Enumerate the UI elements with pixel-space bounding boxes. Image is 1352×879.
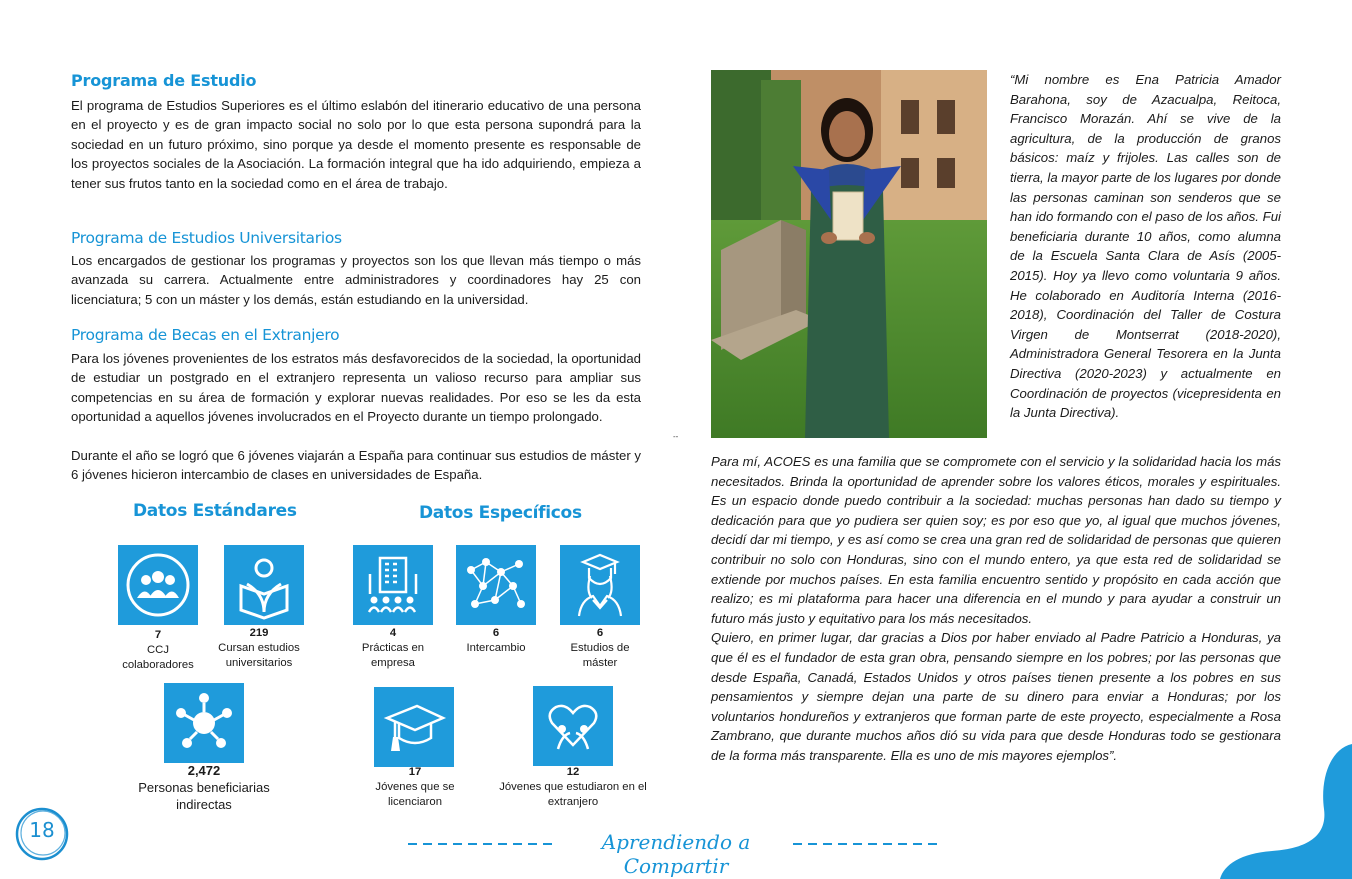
stat-master <box>553 626 647 671</box>
stat-licenciaron-label: Jóvenes que se licenciaron <box>375 781 455 808</box>
stat-intercambio-label: Intercambio <box>466 642 526 654</box>
stat-extranjero <box>497 765 649 810</box>
stat-ccj-label: CCJ colaboradores <box>122 644 194 671</box>
reader-icon <box>224 545 304 625</box>
network-people-icon <box>164 683 244 763</box>
stat-extranjero-number: 12 <box>566 766 580 778</box>
heading-programa-estudio: Programa de Estudio <box>71 71 257 90</box>
stat-beneficiarias-number: 2,472 <box>187 763 221 778</box>
paragraph-becas-2: Durante el año se logró que 6 jóvenes viajarán a España para continuar sus estudios de máster y 6 jóvenes hicieron intercambio de clases en universidades de España. <box>71 448 641 483</box>
exchange-network-icon <box>456 545 536 625</box>
footer-dashes-left <box>408 843 558 845</box>
stat-ccj-number: 7 <box>154 629 162 641</box>
testimonial-body <box>711 452 1281 766</box>
footer-tagline: Aprendiendo a Compartir <box>601 830 751 878</box>
stat-master-label: Estudios de máster <box>570 642 630 669</box>
stat-intercambio-number: 6 <box>492 627 500 639</box>
stat-licenciaron <box>360 765 470 810</box>
heading-becas-extranjero: Programa de Becas en el Extranjero <box>71 326 340 344</box>
stat-practicas-label: Prácticas en empresa <box>361 642 425 669</box>
stat-practicas <box>348 626 438 671</box>
datos-especificos-title: Datos Específicos <box>419 503 582 523</box>
building-icon <box>353 545 433 625</box>
portrait-photo <box>711 70 987 438</box>
stat-universitarios <box>206 626 312 671</box>
testimonial-paragraph-acoes: Para mí, ACOES es una familia que se compromete con el servicio y la solidaridad hacia los más necesitados. Brinda la oportunidad de aprender sobre los valores éticos, morales y espirituales. Es un espacio donde puedo contribuir a la sociedad: muchas personas han dado su tiempo y dedicación para que yo pudiera ser quien soy; es por eso que yo, al igual que muchos jóvenes, decidí dar mi tiempo, y es así como se crea una gran red de solidaridad de personas que quieren contribuir no solo con Honduras, sino con el mundo entero, ya que esta red de solidaridad se extiende por muchos países. En esta familia encuentro sentido y propósito en cada acción que realizo; es mi plataforma para hacer una diferencia en el mundo y para ayudar a construir un futuro más justo y equitativo para los más necesitados. <box>711 454 1281 626</box>
stat-master-number: 6 <box>596 627 604 639</box>
stat-extranjero-label: Jóvenes que estudiaron en el extranjero <box>499 781 647 808</box>
heart-hands-icon <box>533 686 613 766</box>
page-number: 18 <box>29 818 55 842</box>
testimonial-intro: “Mi nombre es Ena Patricia Amador Barahona, soy de Azacualpa, Reitoca, Francisco Morazán. Ahí se vive de la agricultura, de la producción de granos básicos: maíz y frijoles. Las calles son de tierra, la mayor parte de los lugares por donde las personas caminan son senderos que se han ido formando con el paso de los años. Fui beneficiaria durante 10 años, como alumna de la Escuela Santa Clara de Asís (2005-2015). Hoy ya llevo como voluntaria 9 años. He colaborado en Auditoría Interna (2016-2018), Coordinación del Taller de Costura Virgen de Montserrat (2018-2020), Administradora General Tesorera en la Junta Directiva (2020-2023) y actualmente en Coordinación de proyectos (vicepresidenta en la Junta Directiva). <box>1010 72 1281 421</box>
stat-beneficiarias <box>124 762 284 813</box>
column-separator: -- <box>673 432 679 441</box>
corner-wave-decoration <box>1212 739 1352 879</box>
stat-beneficiarias-label: Personas beneficiarias indirectas <box>138 780 270 812</box>
stat-ccj <box>110 628 206 673</box>
graduate-icon <box>560 545 640 625</box>
stat-licenciaron-number: 17 <box>408 766 422 778</box>
paragraph-estudios-universitarios: Los encargados de gestionar los programas y proyectos son los que llevan más tiempo o más avanzada su carrera. Actualmente entre administradores y coordinadores hay 25 con licenciatura; 5 con un máster y los demás, están estudiando en la universidad. <box>71 253 641 307</box>
stat-practicas-number: 4 <box>389 627 397 639</box>
footer-dashes-right <box>793 843 943 845</box>
stat-universitarios-label: Cursan estudios universitarios <box>218 642 300 669</box>
heading-estudios-universitarios: Programa de Estudios Universitarios <box>71 229 342 247</box>
paragraph-programa-estudio: El programa de Estudios Superiores es el último eslabón del itinerario educativo de una persona en el proyecto y es de gran impacto social no solo por lo que esta persona supondrá para la sociedad en un futuro próximo, sino porque ya desde el momento presente es responsable de los proyectos sociales de la Asociación. La formación integral que ha ido adquiriendo, empieza a tener sus frutos tanto en la sociedad como en el área de trabajo. <box>71 98 641 191</box>
stat-intercambio <box>450 626 542 656</box>
group-icon <box>118 545 198 625</box>
datos-estandares-title: Datos Estándares <box>133 501 297 521</box>
paragraph-becas-1: Para los jóvenes provenientes de los estratos más desfavorecidos de la sociedad, la oportunidad de estudiar un postgrado en el extranjero representa un valioso recurso para ampliar sus competencias en su área de formación y explorar nuevas realidades. Por eso se les da esta oportunidad a aquellos jóvenes involucrados en el Proyecto durante un tiempo prolongado. <box>71 351 641 425</box>
mortarboard-icon <box>374 687 454 767</box>
stat-universitarios-number: 219 <box>249 627 269 639</box>
testimonial-paragraph-gracias: Quiero, en primer lugar, dar gracias a Dios por haber enviado al Padre Patricio a Honduras, ya que él es el fundador de esta gran obra, pensando siempre en los pobres; por las personas que desde España, Canadá, Estados Unidos y otros países tienen presente a los pobres en sus pensamientos y siempre dejan una parte de su dinero para enviar a Honduras; por los voluntarios hondureños y extranjeros que forman parte de este proyecto, especialmente a Rosa Zambrano, que durante muchos años dió su vida para que desde Honduras todo se gestionara de la forma más transparente. Ella es uno de mis mayores ejemplos”. <box>711 630 1281 763</box>
